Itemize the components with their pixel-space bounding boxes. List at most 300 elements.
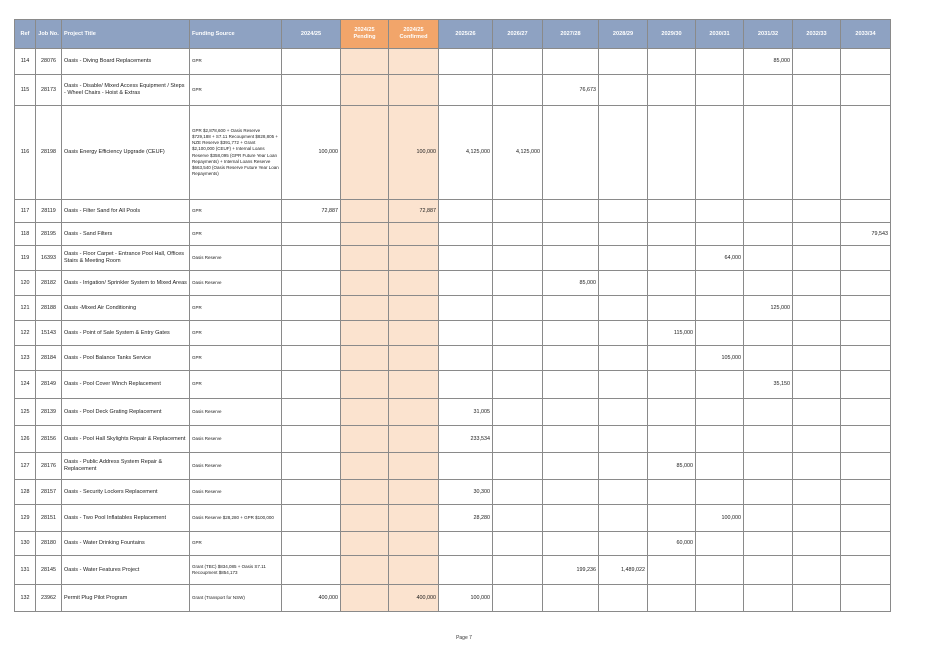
job-no-cell: 15143 xyxy=(36,321,62,346)
amount-cell-2025-26: 31,005 xyxy=(439,399,493,426)
amount-cell-2028-29 xyxy=(599,505,648,532)
amount-cell-2024-25 xyxy=(282,453,341,480)
amount-cell-2024-25-pending xyxy=(341,426,389,453)
amount-cell-2030-31 xyxy=(696,296,744,321)
page-number: Page 7 xyxy=(456,635,472,641)
amount-cell-2032-33 xyxy=(793,75,841,106)
amount-cell-2026-27 xyxy=(493,505,543,532)
job-no-cell: 28184 xyxy=(36,346,62,371)
amount-cell-2033-34 xyxy=(841,271,891,296)
job-no-cell: 28176 xyxy=(36,453,62,480)
amount-cell-2026-27 xyxy=(493,200,543,223)
amount-cell-2024-25 xyxy=(282,223,341,246)
ref-cell: 117 xyxy=(15,200,36,223)
amount-cell-2026-27 xyxy=(493,296,543,321)
table-row xyxy=(15,480,891,505)
amount-cell-2024-25-pending xyxy=(341,321,389,346)
amount-cell-2024-25 xyxy=(282,346,341,371)
funding-source-cell: GPR xyxy=(190,321,282,346)
amount-cell-2031-32: 85,000 xyxy=(744,49,793,75)
column-header-ref: Ref xyxy=(15,20,36,49)
amount-cell-2024-25-confirmed xyxy=(389,556,439,585)
amount-cell-2028-29 xyxy=(599,223,648,246)
amount-cell-2025-26 xyxy=(439,246,493,271)
amount-cell-2030-31 xyxy=(696,200,744,223)
ref-cell: 119 xyxy=(15,246,36,271)
amount-cell-2026-27: 4,125,000 xyxy=(493,106,543,200)
amount-cell-2024-25 xyxy=(282,49,341,75)
amount-cell-2024-25-pending xyxy=(341,480,389,505)
amount-cell-2027-28 xyxy=(543,532,599,556)
table-row xyxy=(15,346,891,371)
project-title-cell: Oasis - Pool Hall Skylights Repair & Replacement xyxy=(62,426,190,453)
amount-cell-2031-32 xyxy=(744,585,793,612)
amount-cell-2031-32 xyxy=(744,426,793,453)
amount-cell-2028-29 xyxy=(599,346,648,371)
amount-cell-2026-27 xyxy=(493,426,543,453)
job-no-cell: 23962 xyxy=(36,585,62,612)
project-title-cell: Oasis - Two Pool Inflatables Replacement xyxy=(62,505,190,532)
amount-cell-2032-33 xyxy=(793,271,841,296)
amount-cell-2029-30 xyxy=(648,426,696,453)
amount-cell-2033-34 xyxy=(841,200,891,223)
amount-cell-2024-25-confirmed xyxy=(389,223,439,246)
amount-cell-2028-29 xyxy=(599,480,648,505)
amount-cell-2025-26: 233,534 xyxy=(439,426,493,453)
amount-cell-2030-31: 64,000 xyxy=(696,246,744,271)
funding-source-cell: Oasis Reserve xyxy=(190,453,282,480)
column-header-2024-25-pending: 2024/25 Pending xyxy=(341,20,389,49)
amount-cell-2027-28 xyxy=(543,371,599,399)
amount-cell-2025-26 xyxy=(439,296,493,321)
table-row xyxy=(15,556,891,585)
job-no-cell: 28180 xyxy=(36,532,62,556)
amount-cell-2032-33 xyxy=(793,426,841,453)
table-body xyxy=(15,49,891,612)
amount-cell-2027-28 xyxy=(543,505,599,532)
header-row xyxy=(15,20,891,49)
amount-cell-2024-25: 72,887 xyxy=(282,200,341,223)
amount-cell-2024-25-pending xyxy=(341,49,389,75)
amount-cell-2025-26 xyxy=(439,271,493,296)
amount-cell-2029-30 xyxy=(648,200,696,223)
amount-cell-2032-33 xyxy=(793,556,841,585)
project-title-cell: Oasis - Water Features Project xyxy=(62,556,190,585)
project-title-cell: Oasis - Pool Deck Grating Replacement xyxy=(62,399,190,426)
job-no-cell: 28076 xyxy=(36,49,62,75)
amount-cell-2024-25: 100,000 xyxy=(282,106,341,200)
amount-cell-2024-25-pending xyxy=(341,271,389,296)
amount-cell-2025-26 xyxy=(439,321,493,346)
project-title-cell: Oasis - Point of Sale System & Entry Gates xyxy=(62,321,190,346)
amount-cell-2030-31: 100,000 xyxy=(696,505,744,532)
amount-cell-2029-30 xyxy=(648,271,696,296)
amount-cell-2024-25-pending xyxy=(341,296,389,321)
amount-cell-2031-32 xyxy=(744,480,793,505)
amount-cell-2024-25-confirmed xyxy=(389,321,439,346)
column-header-2026-27: 2026/27 xyxy=(493,20,543,49)
amount-cell-2024-25-pending xyxy=(341,556,389,585)
amount-cell-2030-31 xyxy=(696,75,744,106)
amount-cell-2026-27 xyxy=(493,480,543,505)
ref-cell: 123 xyxy=(15,346,36,371)
amount-cell-2024-25-confirmed xyxy=(389,399,439,426)
amount-cell-2028-29 xyxy=(599,75,648,106)
project-title-cell: Oasis - Sand Filters xyxy=(62,223,190,246)
ref-cell: 128 xyxy=(15,480,36,505)
amount-cell-2026-27 xyxy=(493,346,543,371)
amount-cell-2033-34 xyxy=(841,106,891,200)
amount-cell-2024-25 xyxy=(282,296,341,321)
column-header-2024-25-confirmed: 2024/25 Confirmed xyxy=(389,20,439,49)
amount-cell-2031-32 xyxy=(744,200,793,223)
funding-source-cell: Oasis Reserve xyxy=(190,426,282,453)
amount-cell-2024-25-confirmed xyxy=(389,296,439,321)
amount-cell-2031-32 xyxy=(744,556,793,585)
amount-cell-2029-30 xyxy=(648,49,696,75)
amount-cell-2026-27 xyxy=(493,271,543,296)
amount-cell-2032-33 xyxy=(793,296,841,321)
job-no-cell: 28149 xyxy=(36,371,62,399)
ref-cell: 126 xyxy=(15,426,36,453)
amount-cell-2025-26 xyxy=(439,75,493,106)
job-no-cell: 28198 xyxy=(36,106,62,200)
column-header-2031-32: 2031/32 xyxy=(744,20,793,49)
amount-cell-2024-25-pending xyxy=(341,106,389,200)
funding-source-cell: GPR xyxy=(190,346,282,371)
amount-cell-2024-25-confirmed xyxy=(389,480,439,505)
ref-cell: 130 xyxy=(15,532,36,556)
amount-cell-2024-25-pending xyxy=(341,532,389,556)
job-no-cell: 28188 xyxy=(36,296,62,321)
amount-cell-2025-26 xyxy=(439,223,493,246)
ref-cell: 120 xyxy=(15,271,36,296)
amount-cell-2027-28 xyxy=(543,223,599,246)
amount-cell-2032-33 xyxy=(793,106,841,200)
amount-cell-2030-31 xyxy=(696,585,744,612)
funding-source-cell: GPR xyxy=(190,75,282,106)
amount-cell-2028-29 xyxy=(599,532,648,556)
amount-cell-2024-25 xyxy=(282,75,341,106)
amount-cell-2032-33 xyxy=(793,49,841,75)
project-title-cell: Oasis - Public Address System Repair & Replacement xyxy=(62,453,190,480)
amount-cell-2030-31 xyxy=(696,556,744,585)
amount-cell-2024-25 xyxy=(282,399,341,426)
amount-cell-2030-31 xyxy=(696,223,744,246)
job-no-cell: 28139 xyxy=(36,399,62,426)
table-row xyxy=(15,453,891,480)
column-header-funding-source: Funding Source xyxy=(190,20,282,49)
amount-cell-2026-27 xyxy=(493,399,543,426)
amount-cell-2032-33 xyxy=(793,346,841,371)
amount-cell-2033-34 xyxy=(841,246,891,271)
amount-cell-2028-29 xyxy=(599,321,648,346)
amount-cell-2024-25 xyxy=(282,426,341,453)
amount-cell-2029-30 xyxy=(648,505,696,532)
amount-cell-2026-27 xyxy=(493,371,543,399)
amount-cell-2032-33 xyxy=(793,246,841,271)
amount-cell-2028-29 xyxy=(599,399,648,426)
amount-cell-2030-31: 105,000 xyxy=(696,346,744,371)
ref-cell: 121 xyxy=(15,296,36,321)
column-header-2024-25: 2024/25 xyxy=(282,20,341,49)
table-row xyxy=(15,200,891,223)
amount-cell-2031-32 xyxy=(744,321,793,346)
amount-cell-2031-32 xyxy=(744,505,793,532)
amount-cell-2031-32 xyxy=(744,75,793,106)
project-title-cell: Oasis Energy Efficiency Upgrade (CEUF) xyxy=(62,106,190,200)
funding-source-cell: Oasis Reserve $28,280 + GPR $100,000 xyxy=(190,505,282,532)
amount-cell-2024-25-confirmed: 72,887 xyxy=(389,200,439,223)
project-title-cell: Oasis - Pool Cover Winch Replacement xyxy=(62,371,190,399)
amount-cell-2029-30 xyxy=(648,106,696,200)
amount-cell-2033-34 xyxy=(841,532,891,556)
amount-cell-2029-30 xyxy=(648,480,696,505)
job-no-cell: 28173 xyxy=(36,75,62,106)
amount-cell-2026-27 xyxy=(493,75,543,106)
amount-cell-2024-25 xyxy=(282,480,341,505)
amount-cell-2024-25-pending xyxy=(341,223,389,246)
job-no-cell: 28145 xyxy=(36,556,62,585)
amount-cell-2027-28 xyxy=(543,49,599,75)
amount-cell-2028-29 xyxy=(599,246,648,271)
table-row xyxy=(15,106,891,200)
table-row xyxy=(15,426,891,453)
amount-cell-2025-26 xyxy=(439,371,493,399)
amount-cell-2026-27 xyxy=(493,556,543,585)
amount-cell-2032-33 xyxy=(793,505,841,532)
amount-cell-2032-33 xyxy=(793,223,841,246)
amount-cell-2024-25 xyxy=(282,532,341,556)
job-no-cell: 28195 xyxy=(36,223,62,246)
amount-cell-2033-34 xyxy=(841,49,891,75)
amount-cell-2027-28 xyxy=(543,453,599,480)
table-row xyxy=(15,585,891,612)
project-title-cell: Oasis - Security Lockers Replacement xyxy=(62,480,190,505)
column-header-2029-30: 2029/30 xyxy=(648,20,696,49)
column-header-2027-28: 2027/28 xyxy=(543,20,599,49)
amount-cell-2024-25: 400,000 xyxy=(282,585,341,612)
funding-source-cell: Grant (Transport for NSW) xyxy=(190,585,282,612)
funding-source-cell: GPR $2,878,600 + Oasis Reserve $729,188 + S7.11 Recoupment $828,805 + NZE Reserve $391,772 + Grant $2,100,000 (CEUF) + Internal Loans Reserve $358,095 (GPR Future Year Loan Repayments) + Internal Loans Reserve $663,540 (Oasis Reserve Future Year Loan Repayments) xyxy=(190,106,282,200)
job-no-cell: 28156 xyxy=(36,426,62,453)
column-header-project-title: Project Title xyxy=(62,20,190,49)
table-row xyxy=(15,399,891,426)
amount-cell-2026-27 xyxy=(493,321,543,346)
amount-cell-2027-28 xyxy=(543,246,599,271)
job-no-cell: 28119 xyxy=(36,200,62,223)
amount-cell-2031-32 xyxy=(744,223,793,246)
amount-cell-2024-25-pending xyxy=(341,346,389,371)
amount-cell-2025-26 xyxy=(439,200,493,223)
table-row xyxy=(15,271,891,296)
amount-cell-2032-33 xyxy=(793,453,841,480)
amount-cell-2027-28 xyxy=(543,426,599,453)
amount-cell-2030-31 xyxy=(696,371,744,399)
amount-cell-2025-26 xyxy=(439,556,493,585)
amount-cell-2033-34 xyxy=(841,321,891,346)
amount-cell-2027-28 xyxy=(543,106,599,200)
amount-cell-2025-26 xyxy=(439,453,493,480)
amount-cell-2028-29 xyxy=(599,49,648,75)
amount-cell-2026-27 xyxy=(493,585,543,612)
table-row xyxy=(15,75,891,106)
amount-cell-2031-32 xyxy=(744,271,793,296)
amount-cell-2030-31 xyxy=(696,453,744,480)
amount-cell-2028-29: 1,489,022 xyxy=(599,556,648,585)
funding-source-cell: Grant (TBC) $834,085 + Oasis S7.11 Recoupment $854,173 xyxy=(190,556,282,585)
amount-cell-2031-32 xyxy=(744,532,793,556)
amount-cell-2024-25 xyxy=(282,246,341,271)
amount-cell-2024-25-confirmed xyxy=(389,371,439,399)
amount-cell-2027-28: 76,673 xyxy=(543,75,599,106)
table-row xyxy=(15,505,891,532)
project-title-cell: Oasis - Water Drinking Fountains xyxy=(62,532,190,556)
column-header-2033-34: 2033/34 xyxy=(841,20,891,49)
amount-cell-2030-31 xyxy=(696,106,744,200)
amount-cell-2033-34 xyxy=(841,296,891,321)
amount-cell-2033-34 xyxy=(841,399,891,426)
amount-cell-2033-34: 79,543 xyxy=(841,223,891,246)
ref-cell: 124 xyxy=(15,371,36,399)
funding-source-cell: Oasis Reserve xyxy=(190,246,282,271)
amount-cell-2024-25-confirmed xyxy=(389,49,439,75)
amount-cell-2028-29 xyxy=(599,271,648,296)
column-header-2030-31: 2030/31 xyxy=(696,20,744,49)
ref-cell: 114 xyxy=(15,49,36,75)
funding-source-cell: Oasis Reserve xyxy=(190,399,282,426)
amount-cell-2024-25-confirmed xyxy=(389,505,439,532)
amount-cell-2029-30 xyxy=(648,346,696,371)
project-title-cell: Oasis - Pool Balance Tanks Service xyxy=(62,346,190,371)
amount-cell-2031-32 xyxy=(744,399,793,426)
amount-cell-2031-32 xyxy=(744,346,793,371)
amount-cell-2025-26: 100,000 xyxy=(439,585,493,612)
amount-cell-2027-28 xyxy=(543,200,599,223)
project-title-cell: Oasis - Floor Carpet - Entrance Pool Hall, Offices Stairs & Meeting Room xyxy=(62,246,190,271)
amount-cell-2024-25-confirmed: 100,000 xyxy=(389,106,439,200)
ref-cell: 127 xyxy=(15,453,36,480)
amount-cell-2024-25-confirmed xyxy=(389,246,439,271)
amount-cell-2024-25-confirmed xyxy=(389,346,439,371)
amount-cell-2029-30 xyxy=(648,371,696,399)
amount-cell-2025-26: 4,125,000 xyxy=(439,106,493,200)
ref-cell: 125 xyxy=(15,399,36,426)
funding-source-cell: GPR xyxy=(190,49,282,75)
amount-cell-2025-26: 30,300 xyxy=(439,480,493,505)
ref-cell: 118 xyxy=(15,223,36,246)
amount-cell-2024-25-confirmed xyxy=(389,453,439,480)
amount-cell-2030-31 xyxy=(696,532,744,556)
ref-cell: 115 xyxy=(15,75,36,106)
amount-cell-2033-34 xyxy=(841,371,891,399)
table-row xyxy=(15,246,891,271)
funding-source-cell: Oasis Reserve xyxy=(190,480,282,505)
funding-source-cell: Oasis Reserve xyxy=(190,271,282,296)
amount-cell-2026-27 xyxy=(493,246,543,271)
amount-cell-2024-25-pending xyxy=(341,75,389,106)
amount-cell-2027-28 xyxy=(543,296,599,321)
amount-cell-2024-25 xyxy=(282,371,341,399)
amount-cell-2028-29 xyxy=(599,426,648,453)
ref-cell: 129 xyxy=(15,505,36,532)
ref-cell: 116 xyxy=(15,106,36,200)
project-title-cell: Oasis - Irrigation/ Sprinkler System to Mixed Areas xyxy=(62,271,190,296)
amount-cell-2024-25-confirmed xyxy=(389,75,439,106)
amount-cell-2032-33 xyxy=(793,371,841,399)
amount-cell-2028-29 xyxy=(599,371,648,399)
amount-cell-2030-31 xyxy=(696,321,744,346)
amount-cell-2024-25 xyxy=(282,321,341,346)
amount-cell-2028-29 xyxy=(599,106,648,200)
amount-cell-2027-28: 199,236 xyxy=(543,556,599,585)
amount-cell-2027-28 xyxy=(543,346,599,371)
column-header-job-no: Job No. xyxy=(36,20,62,49)
amount-cell-2031-32 xyxy=(744,246,793,271)
amount-cell-2031-32: 35,150 xyxy=(744,371,793,399)
project-title-cell: Oasis -Mixed Air Conditioning xyxy=(62,296,190,321)
amount-cell-2024-25-confirmed xyxy=(389,532,439,556)
amount-cell-2028-29 xyxy=(599,200,648,223)
amount-cell-2028-29 xyxy=(599,453,648,480)
table-row xyxy=(15,49,891,75)
amount-cell-2024-25-pending xyxy=(341,399,389,426)
amount-cell-2033-34 xyxy=(841,453,891,480)
amount-cell-2032-33 xyxy=(793,200,841,223)
column-header-2025-26: 2025/26 xyxy=(439,20,493,49)
amount-cell-2027-28 xyxy=(543,585,599,612)
funding-source-cell: GPR xyxy=(190,200,282,223)
amount-cell-2029-30 xyxy=(648,556,696,585)
amount-cell-2033-34 xyxy=(841,585,891,612)
amount-cell-2025-26 xyxy=(439,346,493,371)
job-no-cell: 16393 xyxy=(36,246,62,271)
amount-cell-2028-29 xyxy=(599,296,648,321)
amount-cell-2033-34 xyxy=(841,505,891,532)
ref-cell: 131 xyxy=(15,556,36,585)
amount-cell-2028-29 xyxy=(599,585,648,612)
funding-source-cell: GPR xyxy=(190,223,282,246)
amount-cell-2030-31 xyxy=(696,49,744,75)
amount-cell-2024-25-pending xyxy=(341,505,389,532)
amount-cell-2025-26 xyxy=(439,49,493,75)
amount-cell-2032-33 xyxy=(793,399,841,426)
amount-cell-2032-33 xyxy=(793,532,841,556)
amount-cell-2031-32: 125,000 xyxy=(744,296,793,321)
amount-cell-2024-25-confirmed: 400,000 xyxy=(389,585,439,612)
ref-cell: 132 xyxy=(15,585,36,612)
project-title-cell: Permit Plug Pilot Program xyxy=(62,585,190,612)
amount-cell-2029-30 xyxy=(648,399,696,426)
job-no-cell: 28157 xyxy=(36,480,62,505)
amount-cell-2030-31 xyxy=(696,399,744,426)
amount-cell-2029-30 xyxy=(648,585,696,612)
amount-cell-2027-28 xyxy=(543,399,599,426)
amount-cell-2027-28: 85,000 xyxy=(543,271,599,296)
amount-cell-2026-27 xyxy=(493,453,543,480)
amount-cell-2026-27 xyxy=(493,532,543,556)
amount-cell-2024-25-confirmed xyxy=(389,426,439,453)
amount-cell-2024-25-pending xyxy=(341,246,389,271)
amount-cell-2029-30: 85,000 xyxy=(648,453,696,480)
funding-source-cell: GPR xyxy=(190,371,282,399)
amount-cell-2024-25 xyxy=(282,505,341,532)
amount-cell-2027-28 xyxy=(543,480,599,505)
amount-cell-2033-34 xyxy=(841,556,891,585)
amount-cell-2024-25 xyxy=(282,271,341,296)
amount-cell-2033-34 xyxy=(841,75,891,106)
amount-cell-2033-34 xyxy=(841,480,891,505)
